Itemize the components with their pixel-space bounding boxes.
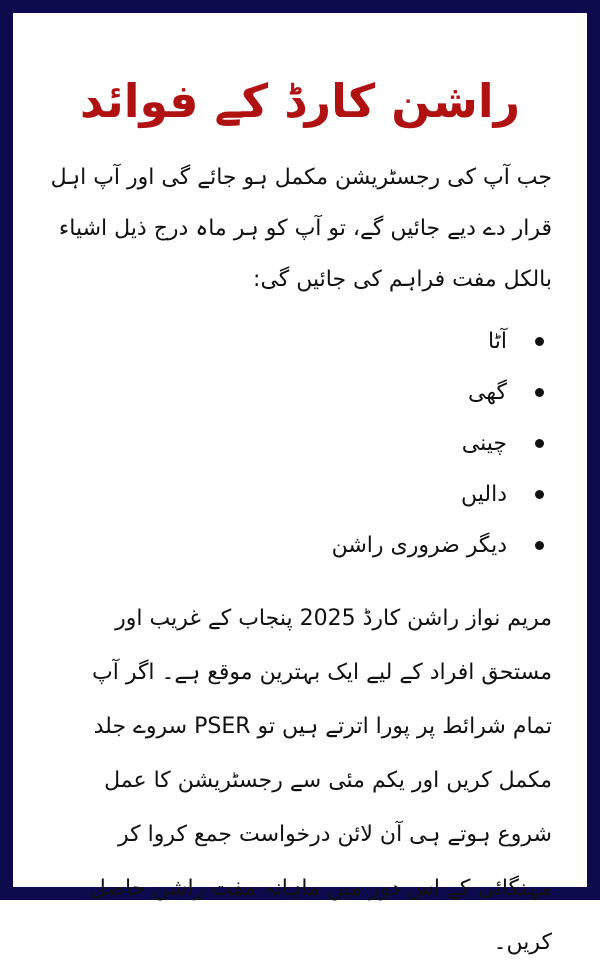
- list-item: [56, 520, 544, 571]
- closing-paragraph: مریم نواز راشن کارڈ 2025 پنجاب کے غریب اور مستحق افراد کے لیے ایک بہترین موقع ہے۔ اگر آپ تمام شرائط پر پورا اترتے ہیں تو PSER سروے جلد مکمل کریں اور یکم مئی سے رجسٹریشن کا عمل شروع ہوتے ہی آن لائن درخواست جمع کروا کر مہنگائی کے اس دور میں ماہانہ مفت راشن حاصل کریں۔: [89, 606, 552, 955]
- article: [26, 26, 574, 955]
- list-item-label: گھی: [468, 380, 507, 405]
- benefits-list: [56, 316, 544, 571]
- list-item-label: دالیں: [461, 482, 507, 507]
- list-item: [56, 469, 544, 520]
- list-item-label: آٹا: [488, 329, 507, 354]
- bullet-icon: [535, 541, 544, 550]
- bullet-icon: [535, 388, 544, 397]
- bullet-icon: [535, 337, 544, 346]
- bullet-icon: [535, 490, 544, 499]
- list-item: [56, 418, 544, 469]
- list-item: [56, 316, 544, 367]
- page-title: راشن کارڈ کے فوائد: [79, 74, 521, 128]
- list-item-label: دیگر ضروری راشن: [331, 533, 507, 558]
- bullet-icon: [535, 439, 544, 448]
- list-item: [56, 367, 544, 418]
- intro-text: جب آپ کی رجسٹریشن مکمل ہو جائے گی اور آپ اہل قرار دے دیے جائیں گے، تو آپ کو ہر ماہ درج ذیل اشیاء بالکل مفت فراہم کی جائیں گی:: [50, 165, 552, 292]
- list-item-label: چینی: [461, 431, 507, 456]
